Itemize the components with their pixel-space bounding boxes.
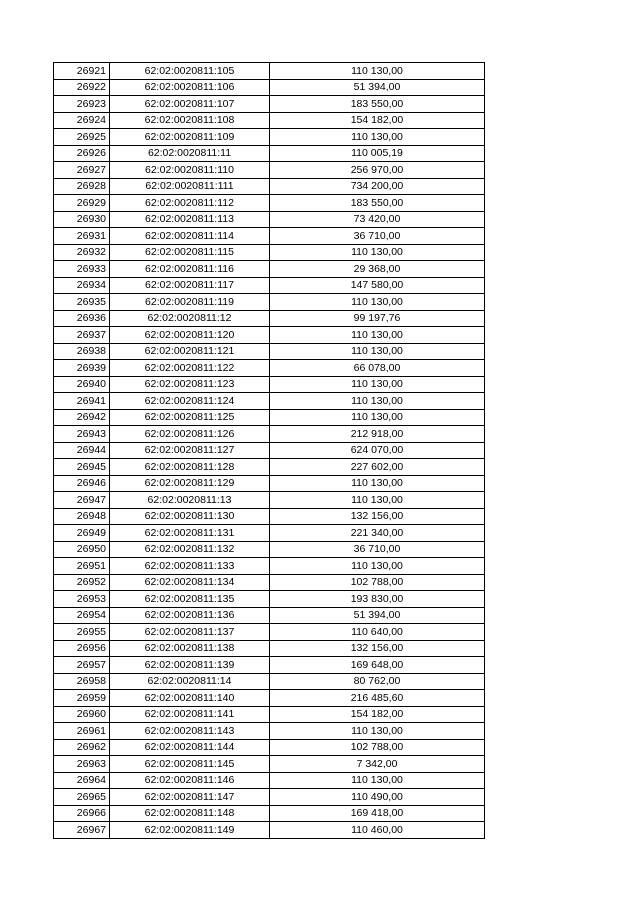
row-number-cell: 26952 [54,574,110,591]
cadastral-number-cell: 62:02:0020811:120 [110,327,270,344]
row-number-cell: 26935 [54,294,110,311]
table-row [54,558,485,575]
table-row [54,706,485,723]
row-number-cell: 26941 [54,393,110,410]
row-number-cell: 26945 [54,459,110,476]
row-number-cell: 26954 [54,607,110,624]
row-number-cell: 26944 [54,442,110,459]
table-row [54,541,485,558]
row-number-cell: 26928 [54,178,110,195]
cadastral-number-cell: 62:02:0020811:145 [110,756,270,773]
row-number-cell: 26951 [54,558,110,575]
cadastral-number-cell: 62:02:0020811:147 [110,789,270,806]
cadastral-number-cell: 62:02:0020811:123 [110,376,270,393]
row-number-cell: 26927 [54,162,110,179]
table-row [54,96,485,113]
cadastral-value-cell: 110 130,00 [270,723,485,740]
row-number-cell: 26943 [54,426,110,443]
cadastral-number-cell: 62:02:0020811:111 [110,178,270,195]
cadastral-value-cell: 212 918,00 [270,426,485,443]
row-number-cell: 26960 [54,706,110,723]
table-row [54,63,485,80]
cadastral-number-cell: 62:02:0020811:107 [110,96,270,113]
cadastral-value-cell: 36 710,00 [270,541,485,558]
cadastral-number-cell: 62:02:0020811:135 [110,591,270,608]
cadastral-number-cell: 62:02:0020811:132 [110,541,270,558]
cadastral-value-cell: 99 197,76 [270,310,485,327]
cadastral-number-cell: 62:02:0020811:106 [110,79,270,96]
row-number-cell: 26921 [54,63,110,80]
cadastral-number-cell: 62:02:0020811:13 [110,492,270,509]
table-row [54,574,485,591]
table-row [54,145,485,162]
cadastral-value-cell: 110 130,00 [270,327,485,344]
row-number-cell: 26942 [54,409,110,426]
table-row [54,228,485,245]
cadastral-value-cell: 169 648,00 [270,657,485,674]
cadastral-number-cell: 62:02:0020811:117 [110,277,270,294]
table-row [54,244,485,261]
cadastral-value-cell: 110 130,00 [270,376,485,393]
cadastral-value-cell: 132 156,00 [270,640,485,657]
cadastral-number-cell: 62:02:0020811:130 [110,508,270,525]
cadastral-number-cell: 62:02:0020811:146 [110,772,270,789]
row-number-cell: 26932 [54,244,110,261]
table-row [54,211,485,228]
cadastral-value-cell: 110 130,00 [270,409,485,426]
table-row [54,442,485,459]
cadastral-number-cell: 62:02:0020811:121 [110,343,270,360]
table-row [54,640,485,657]
table-row [54,277,485,294]
cadastral-number-cell: 62:02:0020811:140 [110,690,270,707]
cadastral-value-cell: 221 340,00 [270,525,485,542]
row-number-cell: 26966 [54,805,110,822]
cadastral-value-cell: 110 130,00 [270,343,485,360]
cadastral-number-cell: 62:02:0020811:138 [110,640,270,657]
row-number-cell: 26926 [54,145,110,162]
table-row [54,690,485,707]
cadastral-value-cell: 102 788,00 [270,739,485,756]
cadastral-value-cell: 66 078,00 [270,360,485,377]
table-row [54,343,485,360]
row-number-cell: 26929 [54,195,110,212]
cadastral-number-cell: 62:02:0020811:114 [110,228,270,245]
cadastral-value-cell: 110 130,00 [270,475,485,492]
cadastral-value-cell: 132 156,00 [270,508,485,525]
cadastral-value-cell: 216 485,60 [270,690,485,707]
cadastral-value-cell: 102 788,00 [270,574,485,591]
cadastral-number-cell: 62:02:0020811:131 [110,525,270,542]
cadastral-value-cell: 110 130,00 [270,558,485,575]
cadastral-number-cell: 62:02:0020811:125 [110,409,270,426]
row-number-cell: 26940 [54,376,110,393]
table-row [54,129,485,146]
table-row [54,261,485,278]
table-row [54,310,485,327]
cadastral-value-cell: 7 342,00 [270,756,485,773]
cadastral-number-cell: 62:02:0020811:110 [110,162,270,179]
cadastral-number-cell: 62:02:0020811:119 [110,294,270,311]
cadastral-number-cell: 62:02:0020811:108 [110,112,270,129]
row-number-cell: 26948 [54,508,110,525]
table-row [54,789,485,806]
cadastral-number-cell: 62:02:0020811:105 [110,63,270,80]
cadastral-value-cell: 110 130,00 [270,492,485,509]
row-number-cell: 26946 [54,475,110,492]
cadastral-value-cell: 110 130,00 [270,772,485,789]
cadastral-value-cell: 110 460,00 [270,822,485,839]
cadastral-number-cell: 62:02:0020811:12 [110,310,270,327]
cadastral-value-cell: 51 394,00 [270,79,485,96]
row-number-cell: 26938 [54,343,110,360]
table-row [54,772,485,789]
row-number-cell: 26923 [54,96,110,113]
row-number-cell: 26965 [54,789,110,806]
cadastral-number-cell: 62:02:0020811:134 [110,574,270,591]
table-row [54,508,485,525]
table-row [54,673,485,690]
cadastral-number-cell: 62:02:0020811:128 [110,459,270,476]
table-row [54,607,485,624]
cadastral-value-cell: 147 580,00 [270,277,485,294]
table-row [54,178,485,195]
row-number-cell: 26947 [54,492,110,509]
table-row [54,327,485,344]
cadastral-value-cell: 734 200,00 [270,178,485,195]
cadastral-number-cell: 62:02:0020811:109 [110,129,270,146]
row-number-cell: 26961 [54,723,110,740]
table-row [54,591,485,608]
row-number-cell: 26962 [54,739,110,756]
row-number-cell: 26967 [54,822,110,839]
cadastral-number-cell: 62:02:0020811:126 [110,426,270,443]
cadastral-value-cell: 110 005,19 [270,145,485,162]
cadastral-number-cell: 62:02:0020811:127 [110,442,270,459]
cadastral-value-cell: 183 550,00 [270,195,485,212]
cadastral-value-cell: 110 130,00 [270,244,485,261]
row-number-cell: 26939 [54,360,110,377]
row-number-cell: 26931 [54,228,110,245]
cadastral-value-cell: 36 710,00 [270,228,485,245]
cadastral-value-cell: 110 490,00 [270,789,485,806]
row-number-cell: 26963 [54,756,110,773]
row-number-cell: 26925 [54,129,110,146]
row-number-cell: 26964 [54,772,110,789]
row-number-cell: 26930 [54,211,110,228]
cadastral-number-cell: 62:02:0020811:144 [110,739,270,756]
row-number-cell: 26949 [54,525,110,542]
cadastral-value-cell: 51 394,00 [270,607,485,624]
cadastral-number-cell: 62:02:0020811:124 [110,393,270,410]
table-row [54,393,485,410]
row-number-cell: 26924 [54,112,110,129]
cadastral-number-cell: 62:02:0020811:14 [110,673,270,690]
cadastral-value-cell: 193 830,00 [270,591,485,608]
row-number-cell: 26934 [54,277,110,294]
cadastral-value-cell: 169 418,00 [270,805,485,822]
cadastral-value-table [53,62,485,839]
cadastral-number-cell: 62:02:0020811:136 [110,607,270,624]
cadastral-value-cell: 80 762,00 [270,673,485,690]
cadastral-value-cell: 256 970,00 [270,162,485,179]
row-number-cell: 26959 [54,690,110,707]
row-number-cell: 26955 [54,624,110,641]
row-number-cell: 26933 [54,261,110,278]
cadastral-value-cell: 624 070,00 [270,442,485,459]
row-number-cell: 26958 [54,673,110,690]
table-row [54,822,485,839]
row-number-cell: 26950 [54,541,110,558]
table-row [54,492,485,509]
cadastral-number-cell: 62:02:0020811:148 [110,805,270,822]
cadastral-number-cell: 62:02:0020811:137 [110,624,270,641]
cadastral-number-cell: 62:02:0020811:129 [110,475,270,492]
table-row [54,162,485,179]
table-row [54,79,485,96]
cadastral-value-cell: 183 550,00 [270,96,485,113]
cadastral-number-cell: 62:02:0020811:141 [110,706,270,723]
row-number-cell: 26937 [54,327,110,344]
cadastral-value-cell: 110 130,00 [270,393,485,410]
row-number-cell: 26953 [54,591,110,608]
cadastral-number-cell: 62:02:0020811:149 [110,822,270,839]
cadastral-number-cell: 62:02:0020811:116 [110,261,270,278]
table-row [54,624,485,641]
cadastral-value-cell: 154 182,00 [270,112,485,129]
table-row [54,294,485,311]
row-number-cell: 26956 [54,640,110,657]
table-row [54,657,485,674]
cadastral-value-cell: 110 640,00 [270,624,485,641]
cadastral-value-cell: 73 420,00 [270,211,485,228]
table-row [54,756,485,773]
cadastral-number-cell: 62:02:0020811:112 [110,195,270,212]
table-row [54,459,485,476]
table-row [54,195,485,212]
cadastral-value-cell: 110 130,00 [270,294,485,311]
table-body [54,63,485,839]
cadastral-value-cell: 154 182,00 [270,706,485,723]
table-row [54,376,485,393]
table-row [54,409,485,426]
cadastral-number-cell: 62:02:0020811:11 [110,145,270,162]
cadastral-number-cell: 62:02:0020811:113 [110,211,270,228]
cadastral-number-cell: 62:02:0020811:139 [110,657,270,674]
cadastral-value-cell: 110 130,00 [270,129,485,146]
row-number-cell: 26957 [54,657,110,674]
cadastral-value-cell: 29 368,00 [270,261,485,278]
table-row [54,112,485,129]
table-row [54,723,485,740]
cadastral-number-cell: 62:02:0020811:143 [110,723,270,740]
table-row [54,805,485,822]
cadastral-value-cell: 110 130,00 [270,63,485,80]
row-number-cell: 26922 [54,79,110,96]
row-number-cell: 26936 [54,310,110,327]
table-row [54,525,485,542]
cadastral-number-cell: 62:02:0020811:122 [110,360,270,377]
table-row [54,426,485,443]
cadastral-value-cell: 227 602,00 [270,459,485,476]
cadastral-number-cell: 62:02:0020811:115 [110,244,270,261]
table-row [54,360,485,377]
cadastral-number-cell: 62:02:0020811:133 [110,558,270,575]
table-row [54,475,485,492]
table-row [54,739,485,756]
